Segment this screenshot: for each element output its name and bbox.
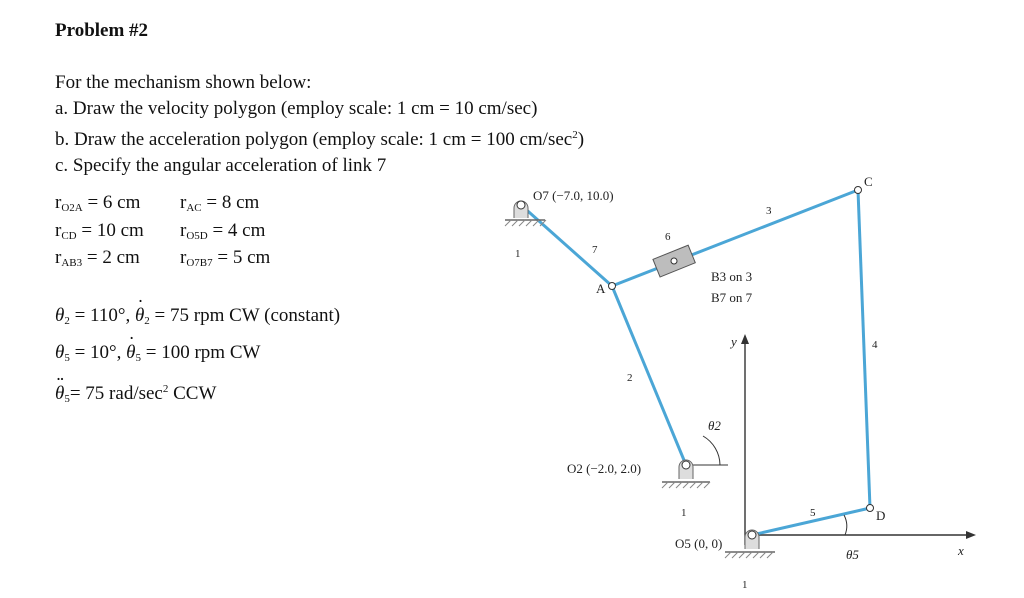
link-number-1-o7: 1 [515,248,521,260]
point-c-label: C [864,174,873,189]
o7-label: O7 (−7.0, 10.0) [533,188,614,203]
given-theta2: $\theta_2 = 110^\circ$, · $\theta_2 = 75$ rpm CW (constant) [55,300,340,337]
y-axis-label: y [731,334,737,349]
param-r-cd: $r_{CD} = 10$ cm [55,220,144,242]
ground-o5 [725,530,775,558]
link-4 [858,190,870,508]
theta2-arc [703,436,720,465]
link-number-6: 6 [665,231,671,243]
problem-title: Problem #2 [55,20,149,41]
o2-label: O2 (−2.0, 2.0) [567,461,642,476]
joint-a [609,283,616,290]
link-7 [521,205,612,286]
theta2-label: θ2 [708,418,721,433]
link-number-5: 5 [810,507,816,519]
link-number-2: 2 [627,372,633,384]
param-r-o2a: $r_{O2A} = 6$ cm [55,192,141,214]
param-r-ac: $r_{AC} = 8$ cm [180,192,260,214]
link-number-4: 4 [872,339,878,351]
theta5-arc [844,515,847,535]
x-axis-arrow [966,531,976,539]
param-r-o5d: $r_{O5D} = 4$ cm [180,220,266,242]
part-b: b. Draw the acceleration polygon (employ scale: 1 cm = 100 $cm/\sec^2$) [55,129,585,150]
link-2 [612,286,686,465]
o5-label: O5 (0, 0) [675,536,723,551]
param-r-ab3: $r_{AB3} = 2$ cm [55,247,140,269]
part-c: c. Specify the angular acceleration of link 7 [55,155,387,176]
y-axis-arrow [741,334,749,344]
pin-b [671,258,677,264]
given-theta5: $\theta_5 = 10^\circ$, · $\theta_5 = 100$ rpm CW [55,337,340,374]
param-r-o7b7: $r_{O7B7} = 5$ cm [180,247,271,269]
point-d-label: D [876,508,886,523]
joint-c [855,187,862,194]
link-number-1-o5: 1 [742,579,748,591]
link-number-7: 7 [592,244,598,256]
theta5-label: θ5 [846,547,859,562]
b7-label: B7 on 7 [711,290,753,305]
x-axis-label: x [958,543,964,558]
joint-d [867,505,874,512]
ground-o2 [662,460,710,488]
b3-label: B3 on 3 [711,269,753,284]
intro-text: For the mechanism shown below: [55,72,312,93]
given-alpha5: ·· $\theta_5= 75$ rad/$\sec^2$ CCW [55,374,340,415]
link-number-1-o2: 1 [681,507,687,519]
link-number-3: 3 [766,205,772,217]
part-a: a. Draw the velocity polygon (employ scale: 1 cm = 10 cm/sec) [55,98,538,119]
point-a-label: A [596,281,606,296]
